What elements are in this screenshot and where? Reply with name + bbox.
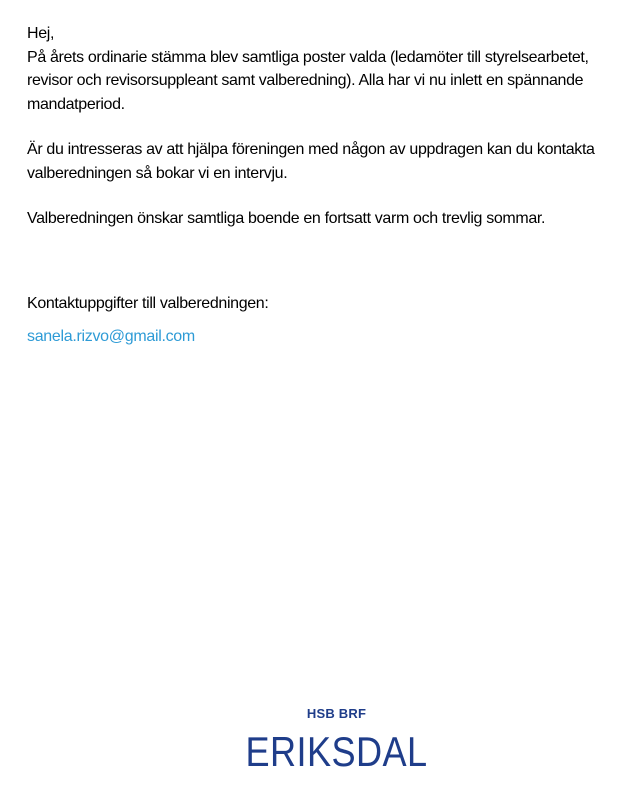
paragraph-summer-text: Valberedningen önskar samtliga boende en fortsatt varm och trevlig sommar. [27,210,546,227]
paragraph-volunteer [27,138,632,185]
paragraph-summer [27,207,632,231]
logo-hsb-brf: HSB BRF [306,706,367,721]
paragraph-intro [27,22,632,116]
paragraph-volunteer-text: Är du intresseras av att hjälpa föreningen med någon av uppdragen kan du kontakta valberedningen så bokar vi en intervju. [27,141,595,182]
greeting: Hej, [27,25,55,42]
paragraph-election: På årets ordinarie stämma blev samtliga poster valda (ledamöter till styrelsearbetet, revisor och revisorsuppleant samt valberedning). Alla har vi nu inlett en spännande mandatperiod. [27,48,589,113]
logo-eriksdal: ERIKSDAL [245,728,428,775]
contact-label: Kontaktuppgifter till valberedningen: [27,295,269,312]
email-link[interactable]: sanela.rizvo@gmail.com [27,328,195,345]
letter-body [27,22,632,253]
